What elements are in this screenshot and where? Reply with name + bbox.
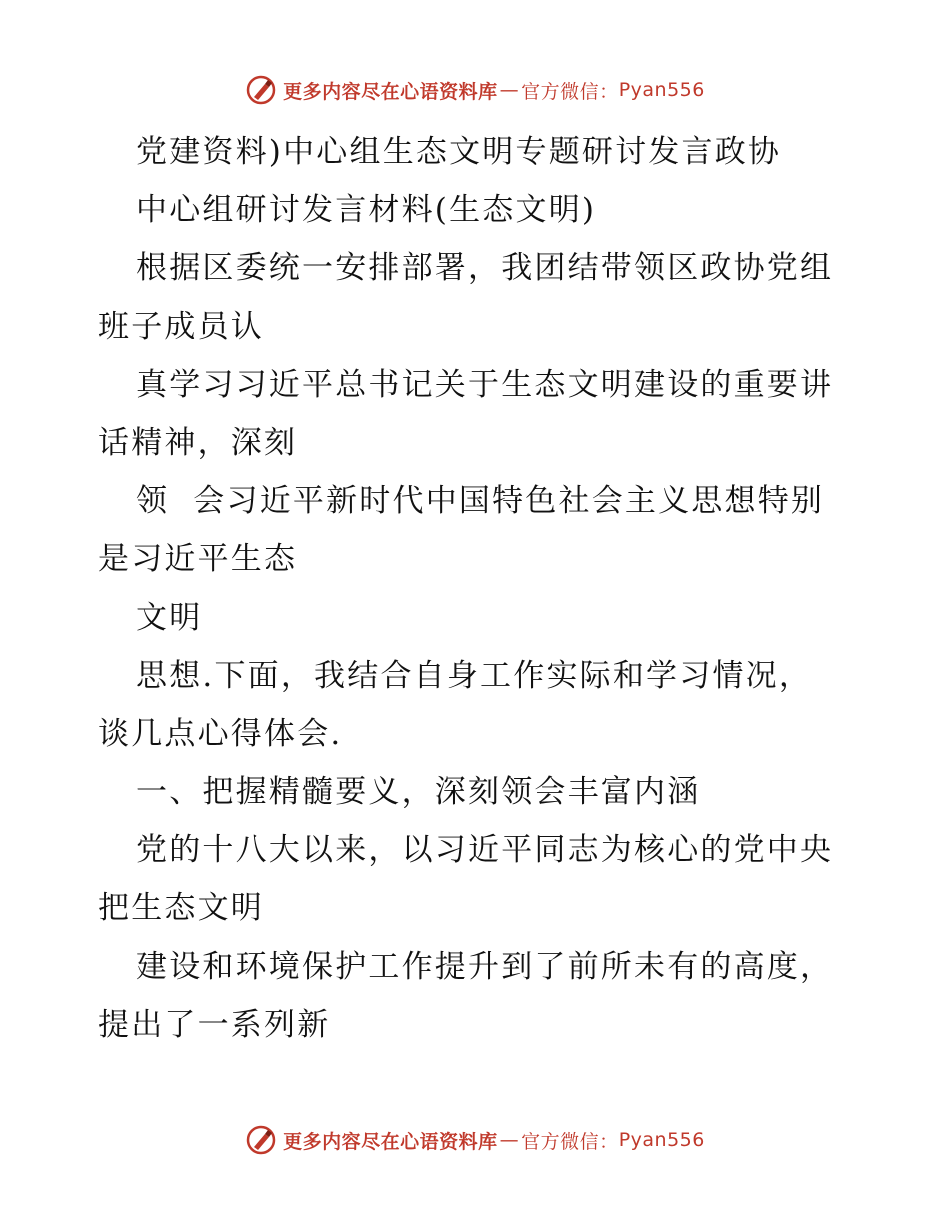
banner-account: Pyan556 — [618, 1129, 705, 1151]
text-line: 谈几点心得体会. — [98, 715, 343, 752]
banner-text: 更多内容尽在心语资料库 — [283, 80, 498, 103]
text-line: 文明 — [136, 599, 203, 636]
text-line: 提出了一系列新 — [98, 1006, 331, 1043]
text-line: 班子成员认 — [98, 308, 264, 345]
banner-dash: — — [499, 79, 520, 101]
text-line: 真学习习近平总书记关于生态文明建设的重要讲 — [136, 366, 834, 403]
banner-text: 更多内容尽在心语资料库 — [283, 1130, 498, 1153]
text-line: 党建资料)中心组生态文明专题研讨发言政协 — [136, 134, 782, 170]
text-line: 是习近平生态 — [98, 541, 298, 578]
pen-logo-icon — [245, 1124, 277, 1156]
text-line: 领 会习近平新时代中国特色社会主义思想特别 — [136, 483, 825, 520]
banner-wechat-label: 官方微信： — [521, 1130, 619, 1153]
text-line: 思想.下面，我结合自身工作实际和学习情况， — [136, 657, 813, 694]
text-line: 党的十八大以来，以习近平同志为核心的党中央 — [136, 832, 834, 869]
pen-logo-icon — [245, 74, 277, 106]
text-line: 把生态文明 — [98, 890, 264, 927]
text-line: 话精神，深刻 — [98, 424, 298, 461]
footer-watermark-banner — [0, 1120, 950, 1160]
text-line: 中心组研讨发言材料(生态文明) — [136, 192, 597, 229]
text-line: 根据区委统一安排部署，我团结带领区政协党组 — [136, 250, 834, 287]
section-heading: 一、把握精髓要义，深刻领会丰富内涵 — [136, 774, 701, 811]
text-line: 建设和环境保护工作提升到了前所未有的高度， — [136, 948, 834, 985]
banner-dash: — — [499, 1129, 520, 1151]
header-watermark-banner — [0, 70, 950, 110]
document-body — [98, 123, 858, 1054]
banner-wechat-label: 官方微信： — [521, 80, 619, 103]
banner-account: Pyan556 — [618, 79, 705, 101]
